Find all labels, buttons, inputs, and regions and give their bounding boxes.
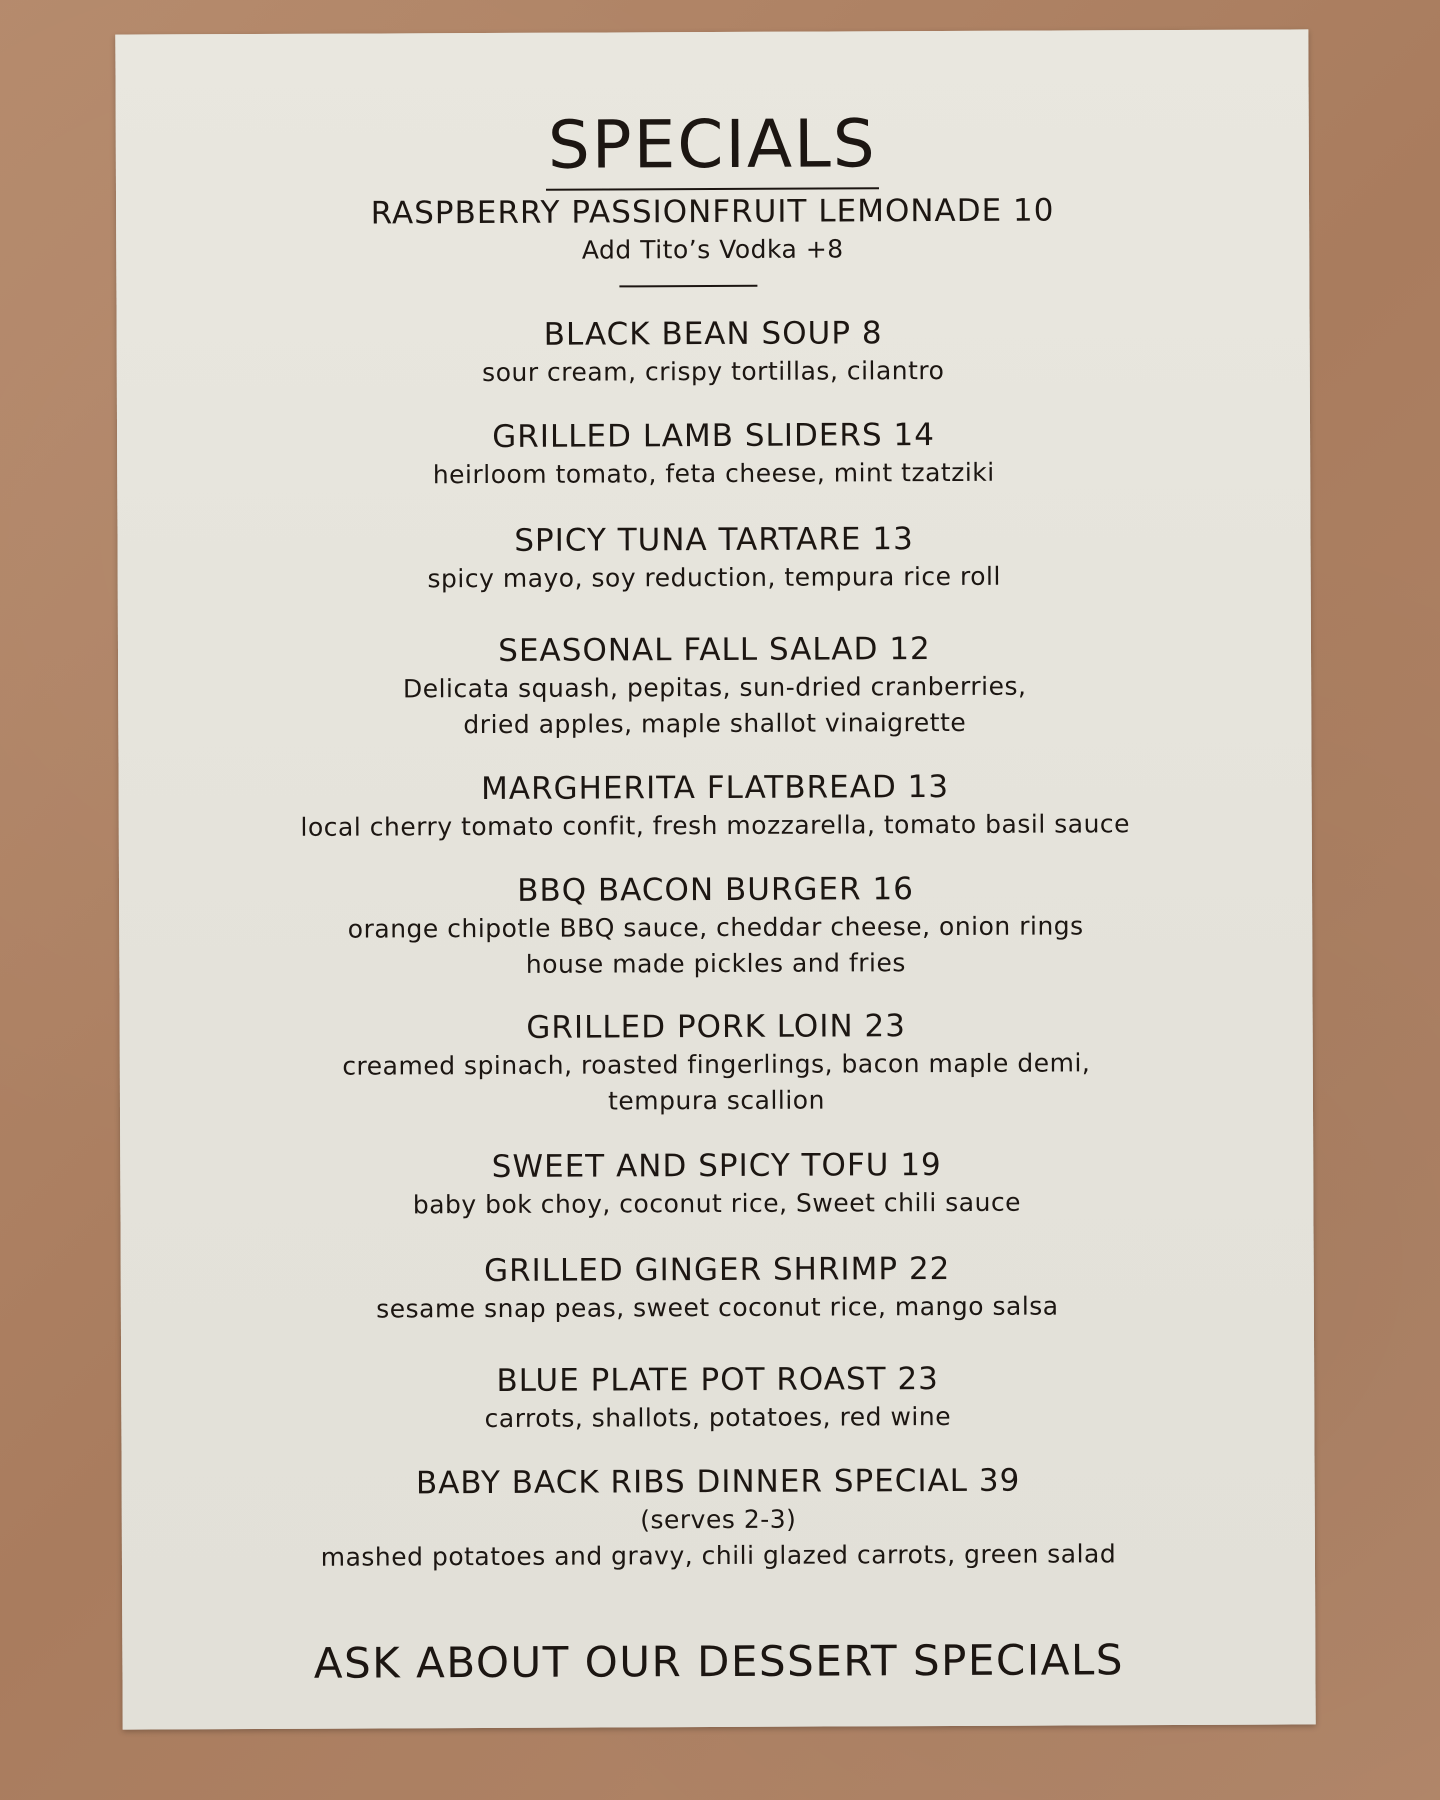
item-name: BABY BACK RIBS DINNER SPECIAL 39 — [415, 1462, 1021, 1502]
item-description: mashed potatoes and gravy, chili glazed carrots, green salad — [320, 1539, 1117, 1572]
menu-title — [116, 105, 1309, 192]
menu-item-grilled-lamb-sliders — [117, 413, 1310, 494]
item-name: MARGHERITA FLATBREAD 13 — [481, 768, 950, 808]
section-divider — [619, 285, 757, 288]
menu-item-blue-plate-pot-roast — [121, 1357, 1314, 1438]
menu-item-baby-back-ribs — [122, 1459, 1315, 1576]
menu-item-margherita-flatbread — [119, 765, 1312, 846]
menu-item-sweet-and-spicy-tofu — [120, 1143, 1313, 1224]
item-description: local cherry tomato confit, fresh mozzarella, tomato basil sauce — [300, 809, 1131, 842]
item-name: SPICY TUNA TARTARE 13 — [514, 521, 914, 559]
menu-item-bbq-bacon-burger — [119, 867, 1312, 984]
item-name: BBQ BACON BURGER 16 — [517, 871, 914, 909]
drink-addon: Add Tito’s Vodka +8 — [581, 234, 844, 265]
menu-sheet — [115, 29, 1315, 1729]
item-name: BLUE PLATE POT ROAST 23 — [496, 1361, 939, 1399]
drink-special — [116, 189, 1309, 270]
item-name: GRILLED LAMB SLIDERS 14 — [492, 417, 935, 455]
menu-item-grilled-pork-loin — [120, 1004, 1313, 1121]
item-name: GRILLED GINGER SHRIMP 22 — [483, 1250, 951, 1290]
item-name: SEASONAL FALL SALAD 12 — [498, 631, 931, 669]
item-description: creamed spinach, roasted fingerlings, bacon maple demi, — [342, 1048, 1091, 1081]
item-description: spicy mayo, soy reduction, tempura rice roll — [427, 561, 1001, 594]
item-name: SWEET AND SPICY TOFU 19 — [491, 1147, 942, 1185]
item-name: BLACK BEAN SOUP 8 — [543, 315, 883, 353]
dessert-specials-note: ASK ABOUT OUR DESSERT SPECIALS — [313, 1635, 1125, 1688]
menu-item-black-bean-soup — [117, 311, 1310, 392]
item-description: heirloom tomato, feta cheese, mint tzatziki — [432, 457, 995, 490]
item-serving-note: (serves 2-3) — [640, 1504, 797, 1535]
item-description: tempura scallion — [607, 1085, 825, 1116]
item-description: house made pickles and fries — [525, 948, 906, 979]
menu-item-spicy-tuna-tartare — [117, 517, 1310, 598]
menu-item-seasonal-fall-salad — [118, 627, 1311, 744]
item-description: Delicata squash, pepitas, sun-dried cranberries, — [402, 671, 1027, 704]
item-description: orange chipotle BBQ sauce, cheddar cheese, onion rings — [347, 911, 1084, 944]
menu-title-text: SPECIALS — [546, 111, 879, 190]
item-description: baby bok choy, coconut rice, Sweet chili sauce — [412, 1187, 1022, 1220]
item-description: dried apples, maple shallot vinaigrette — [463, 707, 967, 740]
menu-item-grilled-ginger-shrimp — [121, 1247, 1314, 1328]
drink-name: RASPBERRY PASSIONFRUIT LEMONADE 10 — [370, 192, 1055, 232]
item-description: sour cream, crispy tortillas, cilantro — [482, 355, 945, 388]
item-description: carrots, shallots, potatoes, red wine — [484, 1401, 952, 1434]
item-name: GRILLED PORK LOIN 23 — [526, 1008, 907, 1046]
item-description: sesame snap peas, sweet coconut rice, mango salsa — [376, 1291, 1059, 1324]
